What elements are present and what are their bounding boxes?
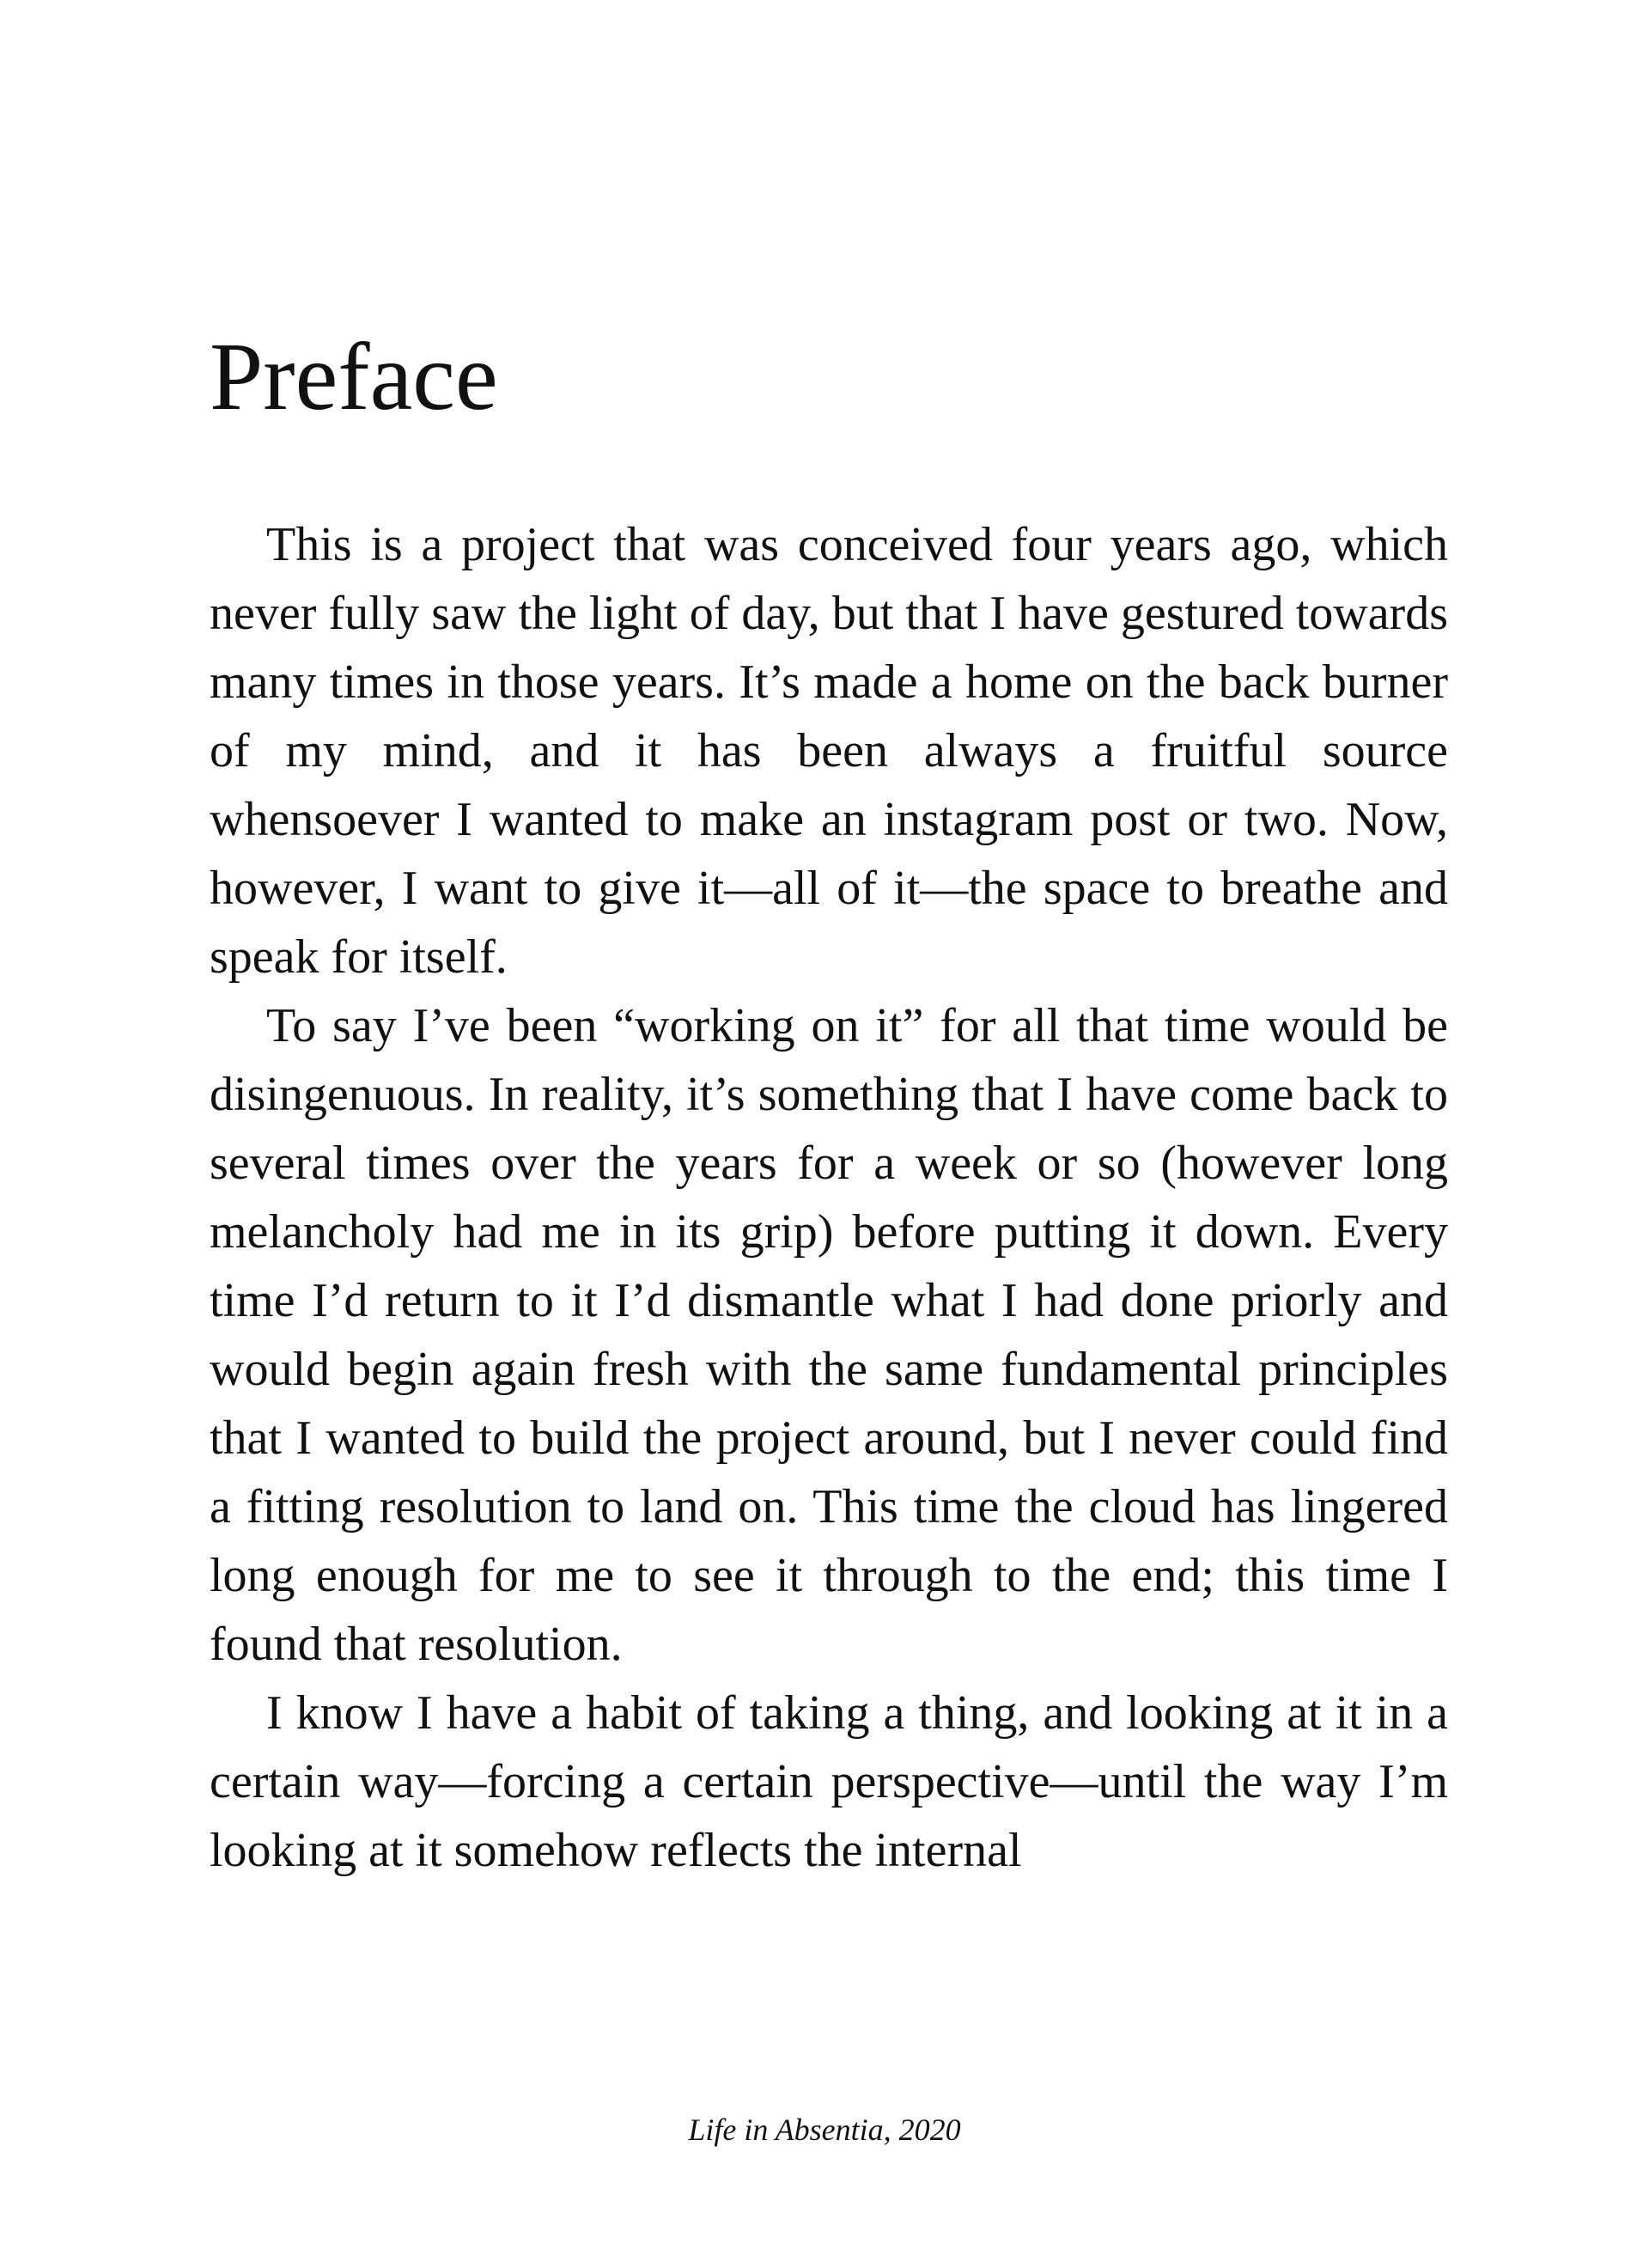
paragraph-2: To say I’ve been “working on it” for all that time would be disingenuous. In reality, it’s something that I have come back to several times over the years for a week or so (however long melancholy had me in its grip) before putting it down. Every time I’d return to it I’d dismantle what I had done priorly and would begin again fresh with the same fundamental principles that I wanted to build the project around, but I never could find a fitting resolution to land on. This time the cloud has lingered long enough for me to see it through to the end; this time I found that resolution. — [210, 999, 1448, 1671]
paragraph-3: I know I have a habit of taking a thing, and looking at it in a certain way—forcing a certain perspective—until the way I’m looking at it somehow reflects the internal — [210, 1686, 1448, 1877]
preface-body — [210, 510, 1448, 1885]
paragraph-1: This is a project that was conceived four years ago, which never fully saw the light of day, but that I have gestured towards many times in those years. It’s made a home on the back burner of my mind, and it has been always a fruitful source whensoever I wanted to make an instagram post or two. Now, however, I want to give it—all of it—the space to breathe and speak for itself. — [210, 518, 1448, 984]
page-title: Preface — [210, 324, 498, 430]
page-footer: Life in Absentia, 2020 — [688, 2113, 961, 2147]
